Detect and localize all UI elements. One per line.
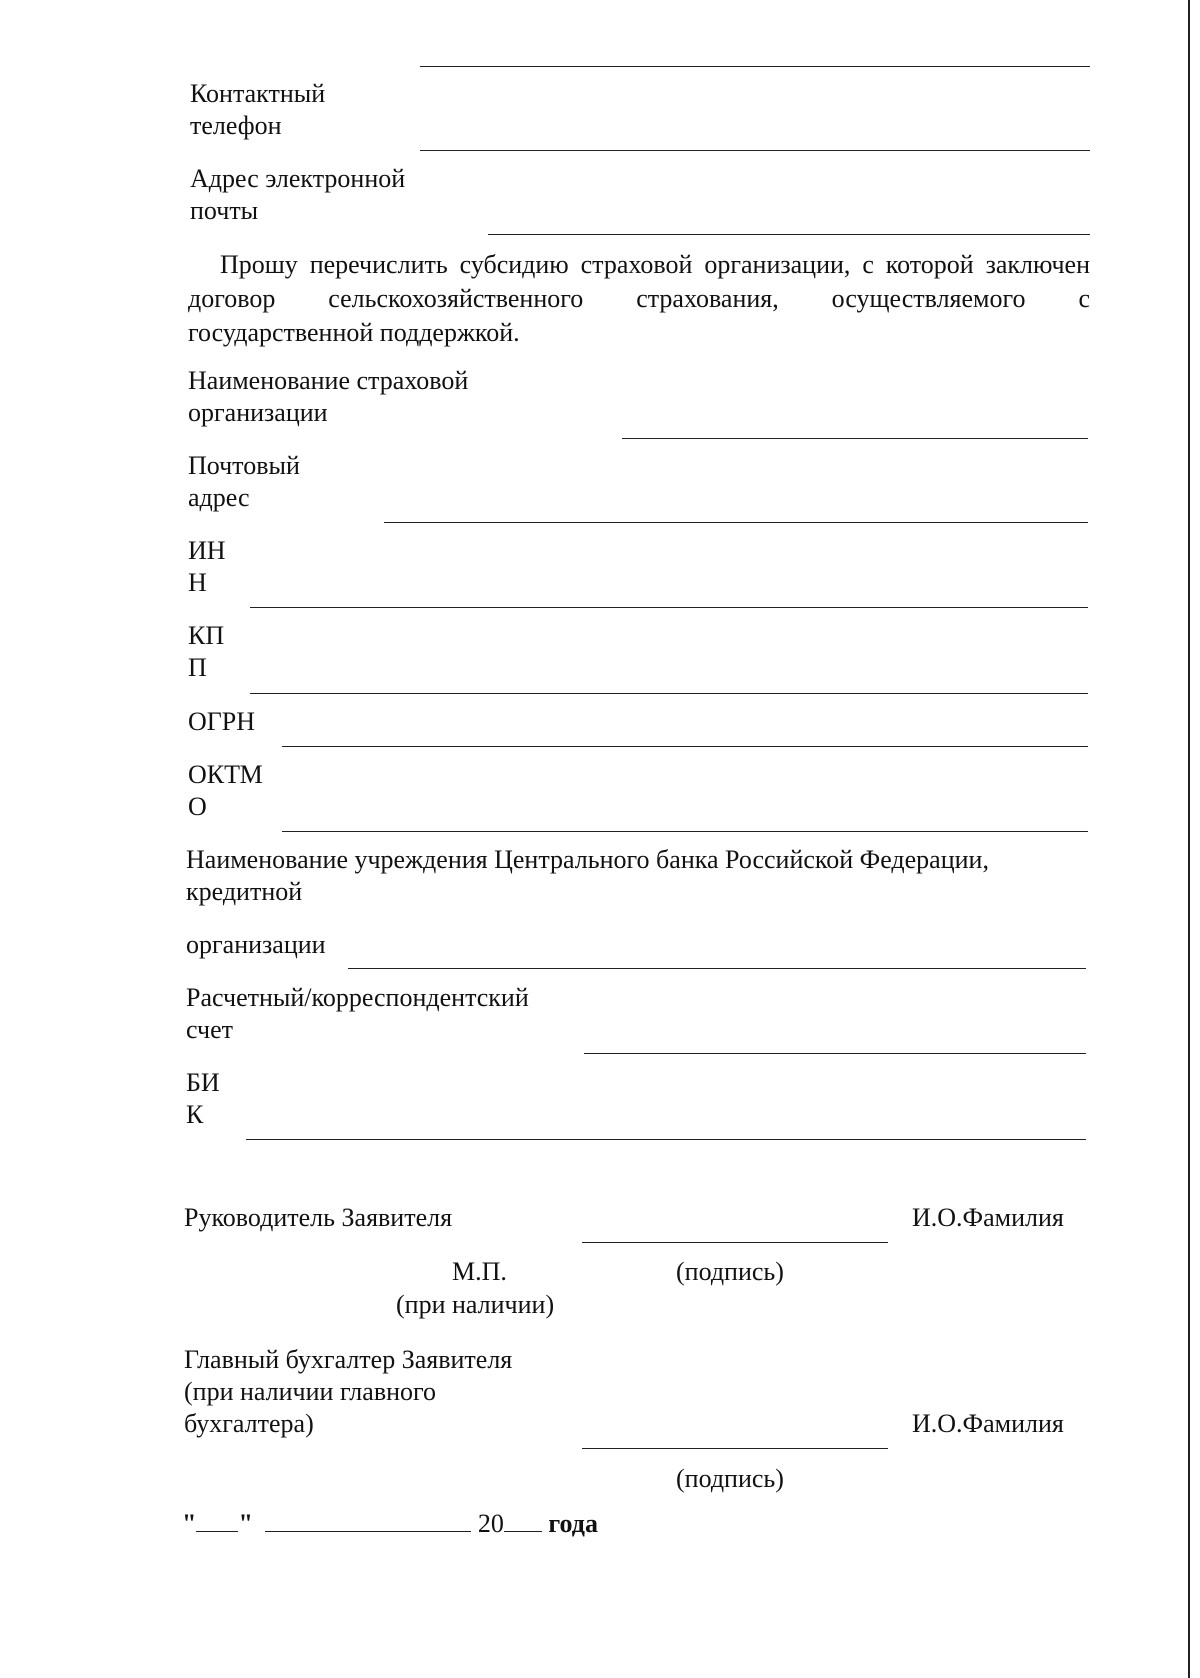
accountant-label: Главный бухгалтер Заявителя [184,1345,513,1374]
postal-address-label: Почтовый [188,451,300,480]
insurer-name-field-line[interactable] [622,438,1088,439]
phone-field-line[interactable] [420,150,1090,151]
stamp-label: М.П. [452,1257,507,1286]
accountant-label-cont: (при наличии главного [184,1377,437,1406]
day-blank[interactable] [196,1509,238,1532]
account-label-cont: счет [186,1015,233,1044]
account-field-line[interactable] [584,1053,1086,1054]
request-paragraph: Прошу перечислить субсидию страховой организации, с которой заключен договор сельскохозяйственного страхования, осуществляемого с государственной поддержкой. [188,250,1090,347]
stamp-note: (при наличии) [396,1290,555,1319]
postal-address-field-line[interactable] [384,522,1088,523]
accountant-signature-line[interactable] [582,1448,888,1449]
bik-label: БИ [186,1068,220,1097]
page-edge-line [1188,0,1190,1678]
phone-label-cont: телефон [190,111,282,140]
kpp-label: КП [188,621,225,650]
postal-address-label-cont: адрес [188,483,250,512]
head-name: И.О.Фамилия [912,1203,1064,1232]
kpp-label-cont: П [188,653,207,682]
head-signature-line[interactable] [582,1242,888,1243]
email-label: Адрес электронной [190,164,406,193]
accountant-signature-caption: (подпись) [676,1464,784,1493]
oktmo-label-cont: О [188,792,207,821]
head-label: Руководитель Заявителя [184,1203,453,1232]
bik-field-line[interactable] [246,1139,1086,1140]
insurer-name-label: Наименование страховой [188,366,469,395]
inn-field-line[interactable] [250,607,1088,608]
account-label: Расчетный/корреспондентский [186,983,529,1012]
date-close-quote: " [238,1509,253,1538]
year-blank[interactable] [504,1509,542,1532]
date-line [182,1508,598,1540]
accountant-name: И.О.Фамилия [912,1409,1064,1438]
kpp-field-line[interactable] [250,693,1088,694]
ogrn-label: ОГРН [188,707,256,736]
bank-name-label: Наименование учреждения Центрального банка Российской Федерации, [186,845,989,874]
month-blank[interactable] [265,1509,471,1532]
email-field-line[interactable] [488,234,1090,235]
ogrn-field-line[interactable] [282,746,1088,747]
bik-label-cont: К [186,1100,204,1129]
bank-name-field-line[interactable] [348,968,1086,969]
date-open-quote: " [182,1509,197,1538]
email-label-cont: почты [190,196,259,225]
bank-name-label-cont2: организации [186,930,326,959]
year-suffix: года [548,1509,598,1538]
inn-label: ИН [188,536,226,565]
insurer-name-label-cont: организации [188,398,328,427]
accountant-label-cont2: бухгалтера) [184,1409,314,1438]
oktmo-field-line[interactable] [282,831,1088,832]
signature-caption: (подпись) [676,1257,784,1286]
inn-label-cont: Н [188,568,207,597]
phone-label: Контактный [190,79,326,108]
field-line-top[interactable] [420,66,1090,67]
oktmo-label: ОКТМ [188,760,263,789]
bank-name-label-cont: кредитной [186,877,303,906]
year-prefix: 20 [477,1509,504,1538]
